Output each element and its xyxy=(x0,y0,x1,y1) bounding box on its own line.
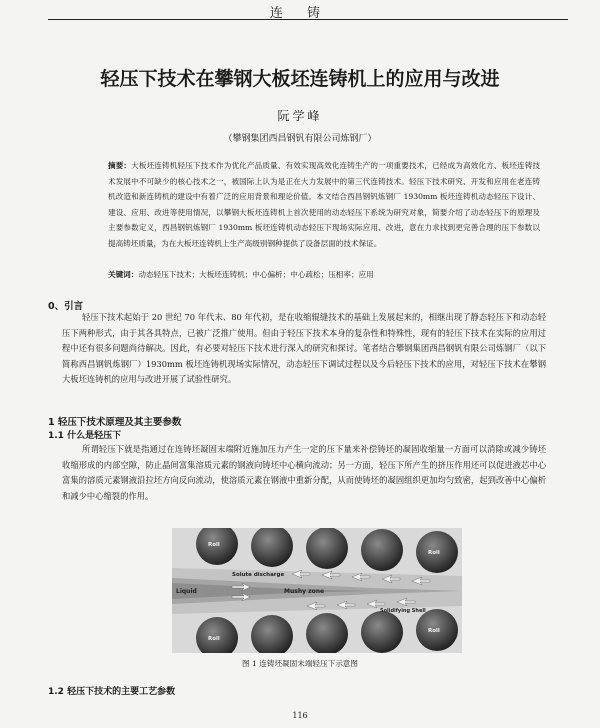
solute-discharge-label: Solute discharge xyxy=(232,572,285,578)
figure-caption: 图 1 连铸坯凝固末端轻压下示意图 xyxy=(242,659,358,668)
article-author: 阮学峰 xyxy=(277,109,323,123)
abstract xyxy=(108,158,540,252)
bottom-roll xyxy=(361,611,403,653)
page-number: 116 xyxy=(292,711,308,720)
author-affiliation: （攀钢集团西昌钢钒有限公司炼钢厂） xyxy=(223,134,377,144)
keywords-text: 动态轻压下技术；大板坯连铸机；中心偏析；中心疏松；压相率；应用 xyxy=(138,270,374,279)
section-heading-intro: 0、引言 xyxy=(48,301,84,312)
section-1-1-paragraph: 所谓轻压下就是指通过在连铸坯凝固末端附近施加压力产生一定的压下量来补偿铸坯的凝固收缩量一方面可以消除或减少铸坯收缩形成的内部空隙，防止晶间富集溶质元素的钢液向铸坯中心横向流动；另一方面，轻压下所产生的挤压作用还可以促进液芯中心富集的溶质元素钢液沿拉坯方向反向流动，使溶质元素在钢液中重新分配，从而使铸坯的凝固组织更加均匀致密，起到改善中心偏析和减少中心缩裂的作用。 xyxy=(62,444,546,501)
article-title: 轻压下技术在攀钢大板坯连铸机上的应用与改进 xyxy=(100,68,500,90)
keywords xyxy=(108,268,540,282)
soft-reduction-figure xyxy=(172,528,462,653)
section-heading-1: 1 轻压下技术原理及其主要参数 xyxy=(48,417,182,428)
roll-label: Roll xyxy=(428,550,440,556)
intro-paragraph: 轻压下技术起始于 20 世纪 70 年代末、80 年代初，是在收缩辊缝技术的基础上发展起来的，相继出现了静态轻压下和动态轻压下两种形式，由于其各具特点，已被广泛推广使用。但由于轻压下技术本身的复杂性和特殊性，现有的轻压下技术在实际的应用过程中还有很多问题尚待解决。因此，有必要对轻压下技术进行深入的研究和探讨。笔者结合攀钢集团西昌钢钒有限公司炼钢厂（以下简称西昌钢钒炼钢厂）1930mm 板坯连铸机现场实际情况，动态轻压下调试过程以及今后轻压下技术的应用，对轻压下技术在攀钢大板坯连铸机的应用与改进开展了试验性研究。 xyxy=(62,312,546,385)
roll-label: Roll xyxy=(428,628,440,634)
roll-label: Roll xyxy=(208,636,220,642)
top-roll xyxy=(306,528,348,569)
section-heading-1-1: 1.1 什么是轻压下 xyxy=(48,431,122,441)
abstract-text: 大板坯连铸机轻压下技术作为优化产品质量、有效实现高效化连铸生产的一项重要技术，已经成为高效化方、板坯连铸技术发展中不可缺少的核心技术之一，被国际上认为是正在大力发展中的第三代连铸技术。轻压下技术研究、开发和应用在老连铸机改造和新连铸机的建设中有着广泛的应用背景和理论价值。本文结合西昌钢钒炼钢厂 1930mm 板坯连铸机动态轻压下设计、建设、应用、改进等使用情况，以攀钢大板坯连铸机上首次使用的动态轻压下系统为研究对象，简要介绍了动态轻压下的原理及主要参数定义，西昌钢钒炼钢厂 1930mm 板坯连铸机动态轻压下现场实际应用、改进，意在力求找到更完善合理的压下参数以提高铸坯质量，为在大板坯连铸机上生产高级别钢种提供了设备层面的技术保证。 xyxy=(108,161,541,248)
solidifying-shell-label: Solidifying Shell xyxy=(380,608,426,614)
keywords-label: 关键词： xyxy=(108,270,139,279)
abstract-label: 摘要： xyxy=(108,161,132,170)
top-roll xyxy=(361,529,403,571)
mushy-zone-label: Mushy zone xyxy=(284,588,325,595)
roll-label: Roll xyxy=(208,542,220,548)
header-rule xyxy=(48,19,568,20)
liquid-label: Liquid xyxy=(176,588,197,595)
running-header: 连 铸 xyxy=(269,6,331,21)
section-heading-1-2: 1.2 轻压下技术的主要工艺参数 xyxy=(48,687,176,697)
